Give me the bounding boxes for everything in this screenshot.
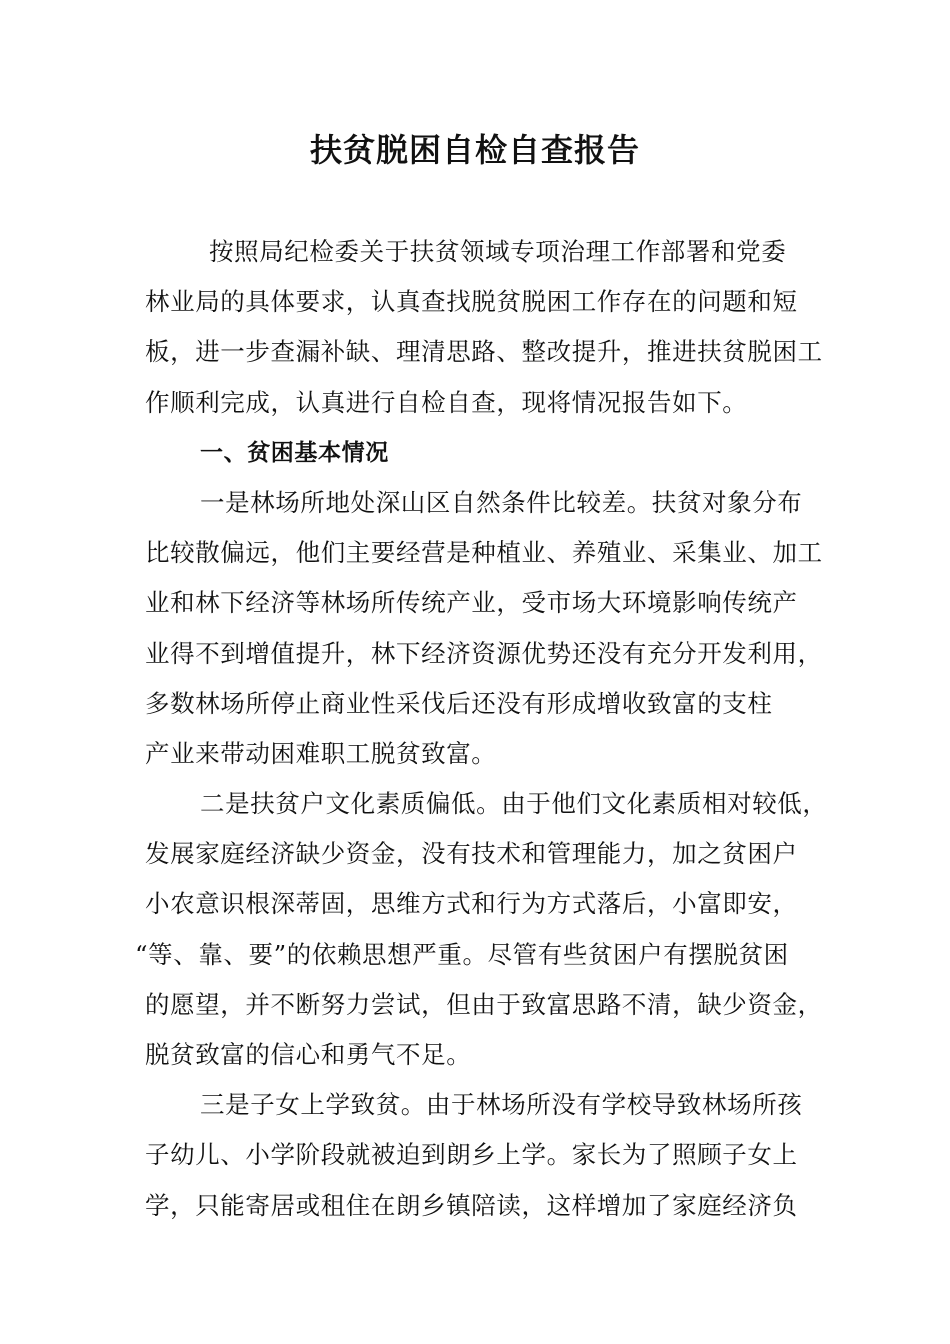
paragraph-line: 的愿望，并不断努力尝试，但由于致富思路不清，缺少资金， bbox=[145, 989, 823, 1019]
paragraph-line: 三是子女上学致贫。由于林场所没有学校导致林场所孩 bbox=[200, 1090, 803, 1120]
paragraph-line: 学，只能寄居或租住在朗乡镇陪读，这样增加了家庭经济负 bbox=[145, 1190, 798, 1220]
paragraph-line: 板，进一步查漏补缺、理清思路、整改提升，推进扶贫脱困工 bbox=[145, 337, 823, 367]
paragraph-line: 林业局的具体要求，认真查找脱贫脱困工作存在的问题和短 bbox=[145, 287, 798, 317]
paragraph-line: 按照局纪检委关于扶贫领域专项治理工作部署和党委 bbox=[209, 237, 787, 266]
paragraph-line: 二是扶贫户文化素质偏低。由于他们文化素质相对较低， bbox=[200, 789, 828, 819]
paragraph-line: 多数林场所停止商业性采伐后还没有形成增收致富的支柱 bbox=[145, 688, 773, 718]
paragraph-line: 小农意识根深蒂固，思维方式和行为方式落后，小富即安， bbox=[145, 889, 798, 919]
document-title: 扶贫脱困自检自查报告 bbox=[309, 131, 640, 169]
paragraph-line: 作顺利完成，认真进行自检自查，现将情况报告如下。 bbox=[145, 387, 748, 417]
section-heading: 一、贫困基本情况 bbox=[200, 439, 389, 466]
paragraph-line: 一是林场所地处深山区自然条件比较差。扶贫对象分布 bbox=[200, 487, 803, 517]
paragraph-line: 产业来带动困难职工脱贫致富。 bbox=[145, 738, 497, 768]
paragraph-line: 比较散偏远，他们主要经营是种植业、养殖业、采集业、加工 bbox=[145, 538, 823, 568]
document-body bbox=[135, 227, 828, 1231]
paragraph-line: 业得不到增值提升，林下经济资源优势还没有充分开发利用， bbox=[145, 638, 823, 668]
paragraph-line: 子幼儿、小学阶段就被迫到朗乡上学。家长为了照顾子女上 bbox=[145, 1140, 798, 1170]
paragraph-line: 发展家庭经济缺少资金，没有技术和管理能力，加之贫困户 bbox=[145, 839, 798, 869]
paragraph-line: 脱贫致富的信心和勇气不足。 bbox=[145, 1040, 472, 1069]
paragraph-line: “等、靠、要”的依赖思想严重。尽管有些贫困户有摆脱贫困 bbox=[135, 939, 789, 969]
paragraph-line: 业和林下经济等林场所传统产业，受市场大环境影响传统产 bbox=[145, 588, 798, 618]
